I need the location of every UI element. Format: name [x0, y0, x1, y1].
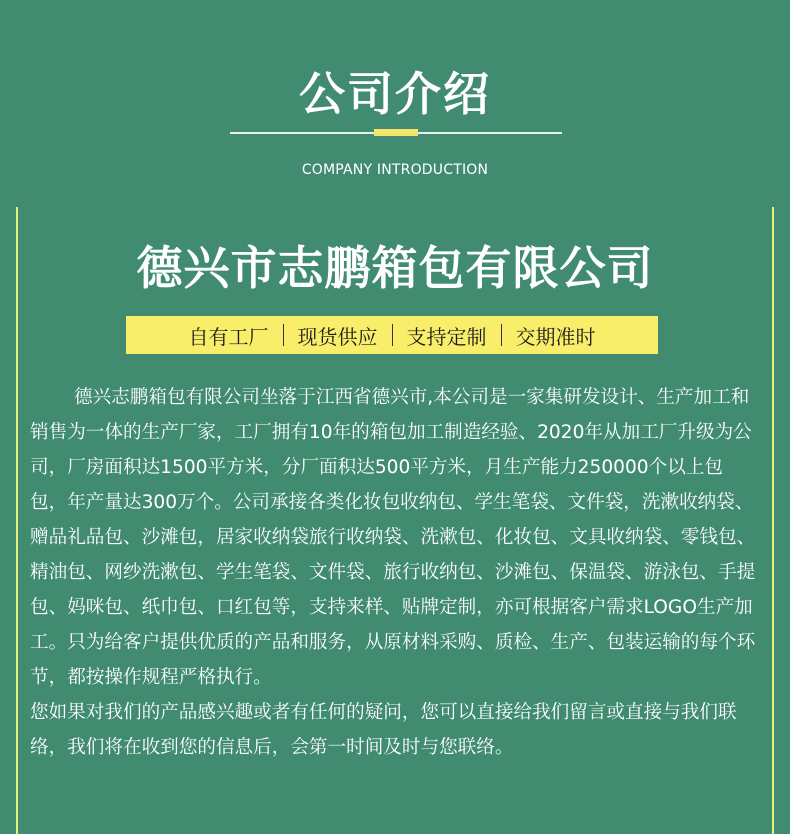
company-name: 德兴市志鹏箱包有限公司 [136, 241, 654, 295]
intro-body [30, 380, 760, 765]
feature-tag: 交期准时 [515, 324, 596, 349]
feature-tags-bar [126, 316, 658, 354]
feature-tag: 支持定制 [406, 324, 487, 349]
section-title: 公司介绍 [299, 67, 491, 121]
intro-paragraph: 德兴志鹏箱包有限公司坐落于江西省德兴市,本公司是一家集研发设计、生产加工和销售为一体的生产厂家，工厂拥有10年的箱包加工制造经验、2020年从加工厂升级为公司，厂房面积达1500平方米，分厂面积达500平方米，月生产能力250000个以上包包，年产量达300万个。公司承接各类化妆包收纳包、学生笔袋、文件袋，洗漱收纳袋、赠品礼品包、沙滩包，居家收纳袋旅行收纳袋、洗漱包、化妆包、文具收纳袋、零钱包、精油包、网纱洗漱包、学生笔袋、文件袋、旅行收纳包、沙滩包、保温袋、游泳包、手提包、妈咪包、纸巾包、口红包等，支持来样、贴牌定制，亦可根据客户需求LOGO生产加工。只为给客户提供优质的产品和服务，从原材料采购、质检、生产、包装运输的每个环节，都按操作规程严格执行。 [30, 387, 756, 688]
frame-line-left [16, 207, 18, 834]
section-subtitle: COMPANY INTRODUCTION [301, 162, 489, 178]
feature-tag: 自有工厂 [188, 324, 269, 349]
frame-line-right [772, 207, 774, 834]
title-divider-accent [374, 129, 418, 136]
contact-paragraph: 您如果对我们的产品感兴趣或者有任何的疑问，您可以直接给我们留言或直接与我们联络，我们将在收到您的信息后，会第一时间及时与您联络。 [30, 702, 737, 758]
feature-tag: 现货供应 [297, 324, 378, 349]
